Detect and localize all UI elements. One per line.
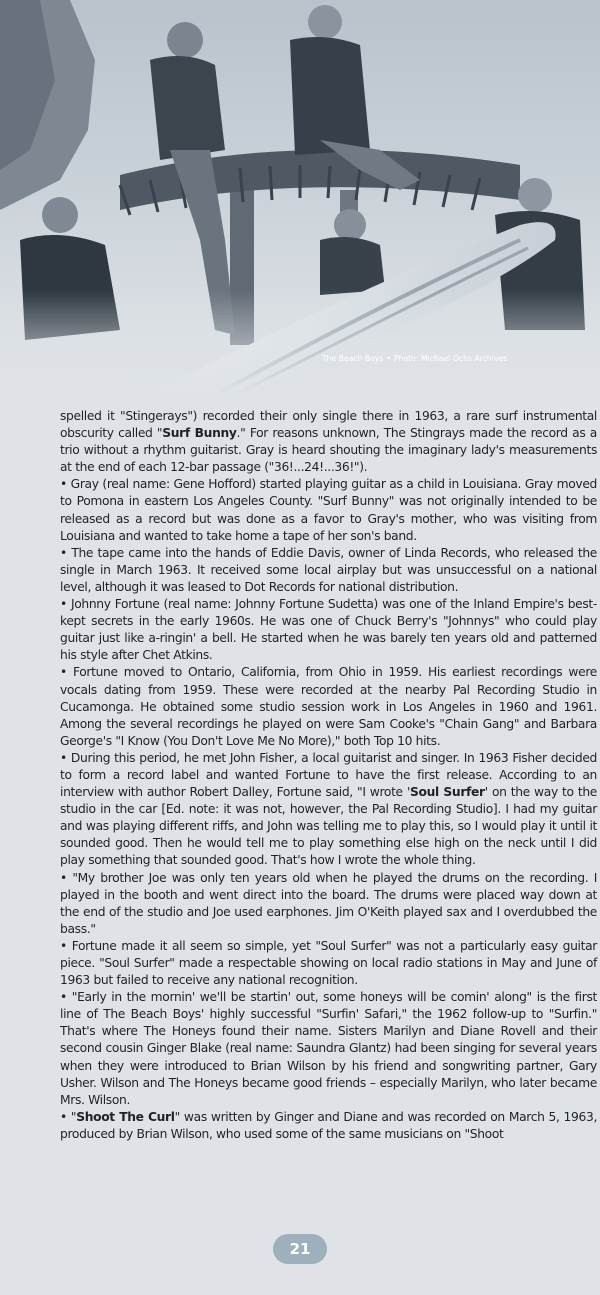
paragraph: • Fortune made it all seem so simple, yet "Soul Surfer" was not a particularly easy guitar piece. "Soul Surfer" made a respectable showing on local radio stations in May and June of 1963 but failed to receive any national recognition. (60, 938, 597, 988)
paragraph: • The tape came into the hands of Eddie Davis, owner of Linda Records, who released the single in March 1963. It received some local airplay but was unsuccessful on a national level, although it was leased to Dot Records for national distribution. (60, 545, 597, 594)
caption-credit: Photo: Michael Ochs Archives (393, 354, 508, 363)
photo-caption (322, 354, 507, 363)
caption-separator: • (386, 354, 391, 363)
page-number: 21 (289, 1240, 311, 1258)
paragraph: • "My brother Joe was only ten years old when he played the drums on the recording. I played in the booth and went direct into the board. The drums were placed way down at the end of the studio and Joe used earphones. Jim O'Keith played sax and I overdubbed the bass." (60, 870, 597, 936)
paragraph: • Fortune moved to Ontario, California, from Ohio in 1959. His earliest recordings were vocals dating from 1959. These were recorded at the nearby Pal Recording Studio in Cucamonga. He obtained some studio session work in Los Angeles in 1960 and 1961. Among the several recordings he played on were Sam Cooke's "Chain Gang" and Barbara George's "I Know (You Don't Love Me No More)," both Top 10 hits. (60, 665, 597, 748)
page-number-badge (273, 1234, 327, 1264)
text-run: • " (60, 1109, 77, 1124)
text-run: spelled it "Stingerays") recorded their only single there in 1963, a rare surf instrumental obscurity called " (60, 409, 597, 441)
song-title: Soul Surfer (409, 785, 485, 800)
band-photo-illustration (0, 0, 600, 395)
song-title: Shoot The Curl (76, 1109, 175, 1124)
article-body (60, 408, 597, 1143)
paragraph (60, 750, 597, 870)
band-photo (0, 0, 600, 395)
song-title: Surf Bunny (162, 426, 237, 441)
text-run: • During this period, he met John Fisher, a local guitarist and singer. In 1963 Fisher decided to form a record label and wanted Fortune to have the first release. According to an interview with author Robert Dalley, Fortune said, "I wrote ' (60, 750, 597, 800)
text-run: ' on the way to the studio in the car [Ed. note: it was not, however, the Pal Recording Studio]. I had my guitar and was playing different riffs, and John was telling me to play this, so I would play it until it sounded good. Then he would tell me to play something else high on the neck until I did play something that sounded good. That's how I wrote the whole thing. (60, 785, 597, 868)
paragraph (60, 408, 597, 476)
caption-group: The Beach Boys (322, 354, 384, 363)
paragraph (60, 1109, 597, 1143)
text-run: " was written by Ginger and Diane and was recorded on March 5, 1963, produced by Brian Wilson, who used some of the same musicians on "Shoot (60, 1109, 598, 1141)
paragraph: • Johnny Fortune (real name: Johnny Fortune Sudetta) was one of the Inland Empire's best-kept secrets in the early 1960s. He was one of Chuck Berry's "Johnnys" who could play guitar just like a-ringin' a bell. He started when he was barely ten years old and patterned his style after Chet Atkins. (60, 597, 597, 663)
text-run: ." For reasons unknown, The Stingrays made the record as a trio without a rhythm guitarist. Gray is heard shouting the imaginary lady's measurements at the end of each 12-bar passage ("36!...24!...36!"). (60, 426, 597, 475)
paragraph: • "Early in the mornin' we'll be startin' out, some honeys will be comin' along" is the first line of The Beach Boys' highly successful "Surfin' Safari," the 1962 follow-up to "Surfin." That's where The Honeys found their name. Sisters Marilyn and Diane Rovell and their second cousin Ginger Blake (real name: Saundra Glantz) had been singing for several years when they were introduced to Brian Wilson by his friend and songwriting partner, Gary Usher. Wilson and The Honeys became good friends – especially Marilyn, who later became Mrs. Wilson. (60, 990, 597, 1107)
paragraph: • Gray (real name: Gene Hofford) started playing guitar as a child in Louisiana. Gray moved to Pomona in eastern Los Angeles County. "Surf Bunny" was not originally intended to be released as a record but was done as a favor to Gray's mother, who was visiting from Louisiana and wanted to take home a tape of her son's band. (60, 477, 597, 543)
